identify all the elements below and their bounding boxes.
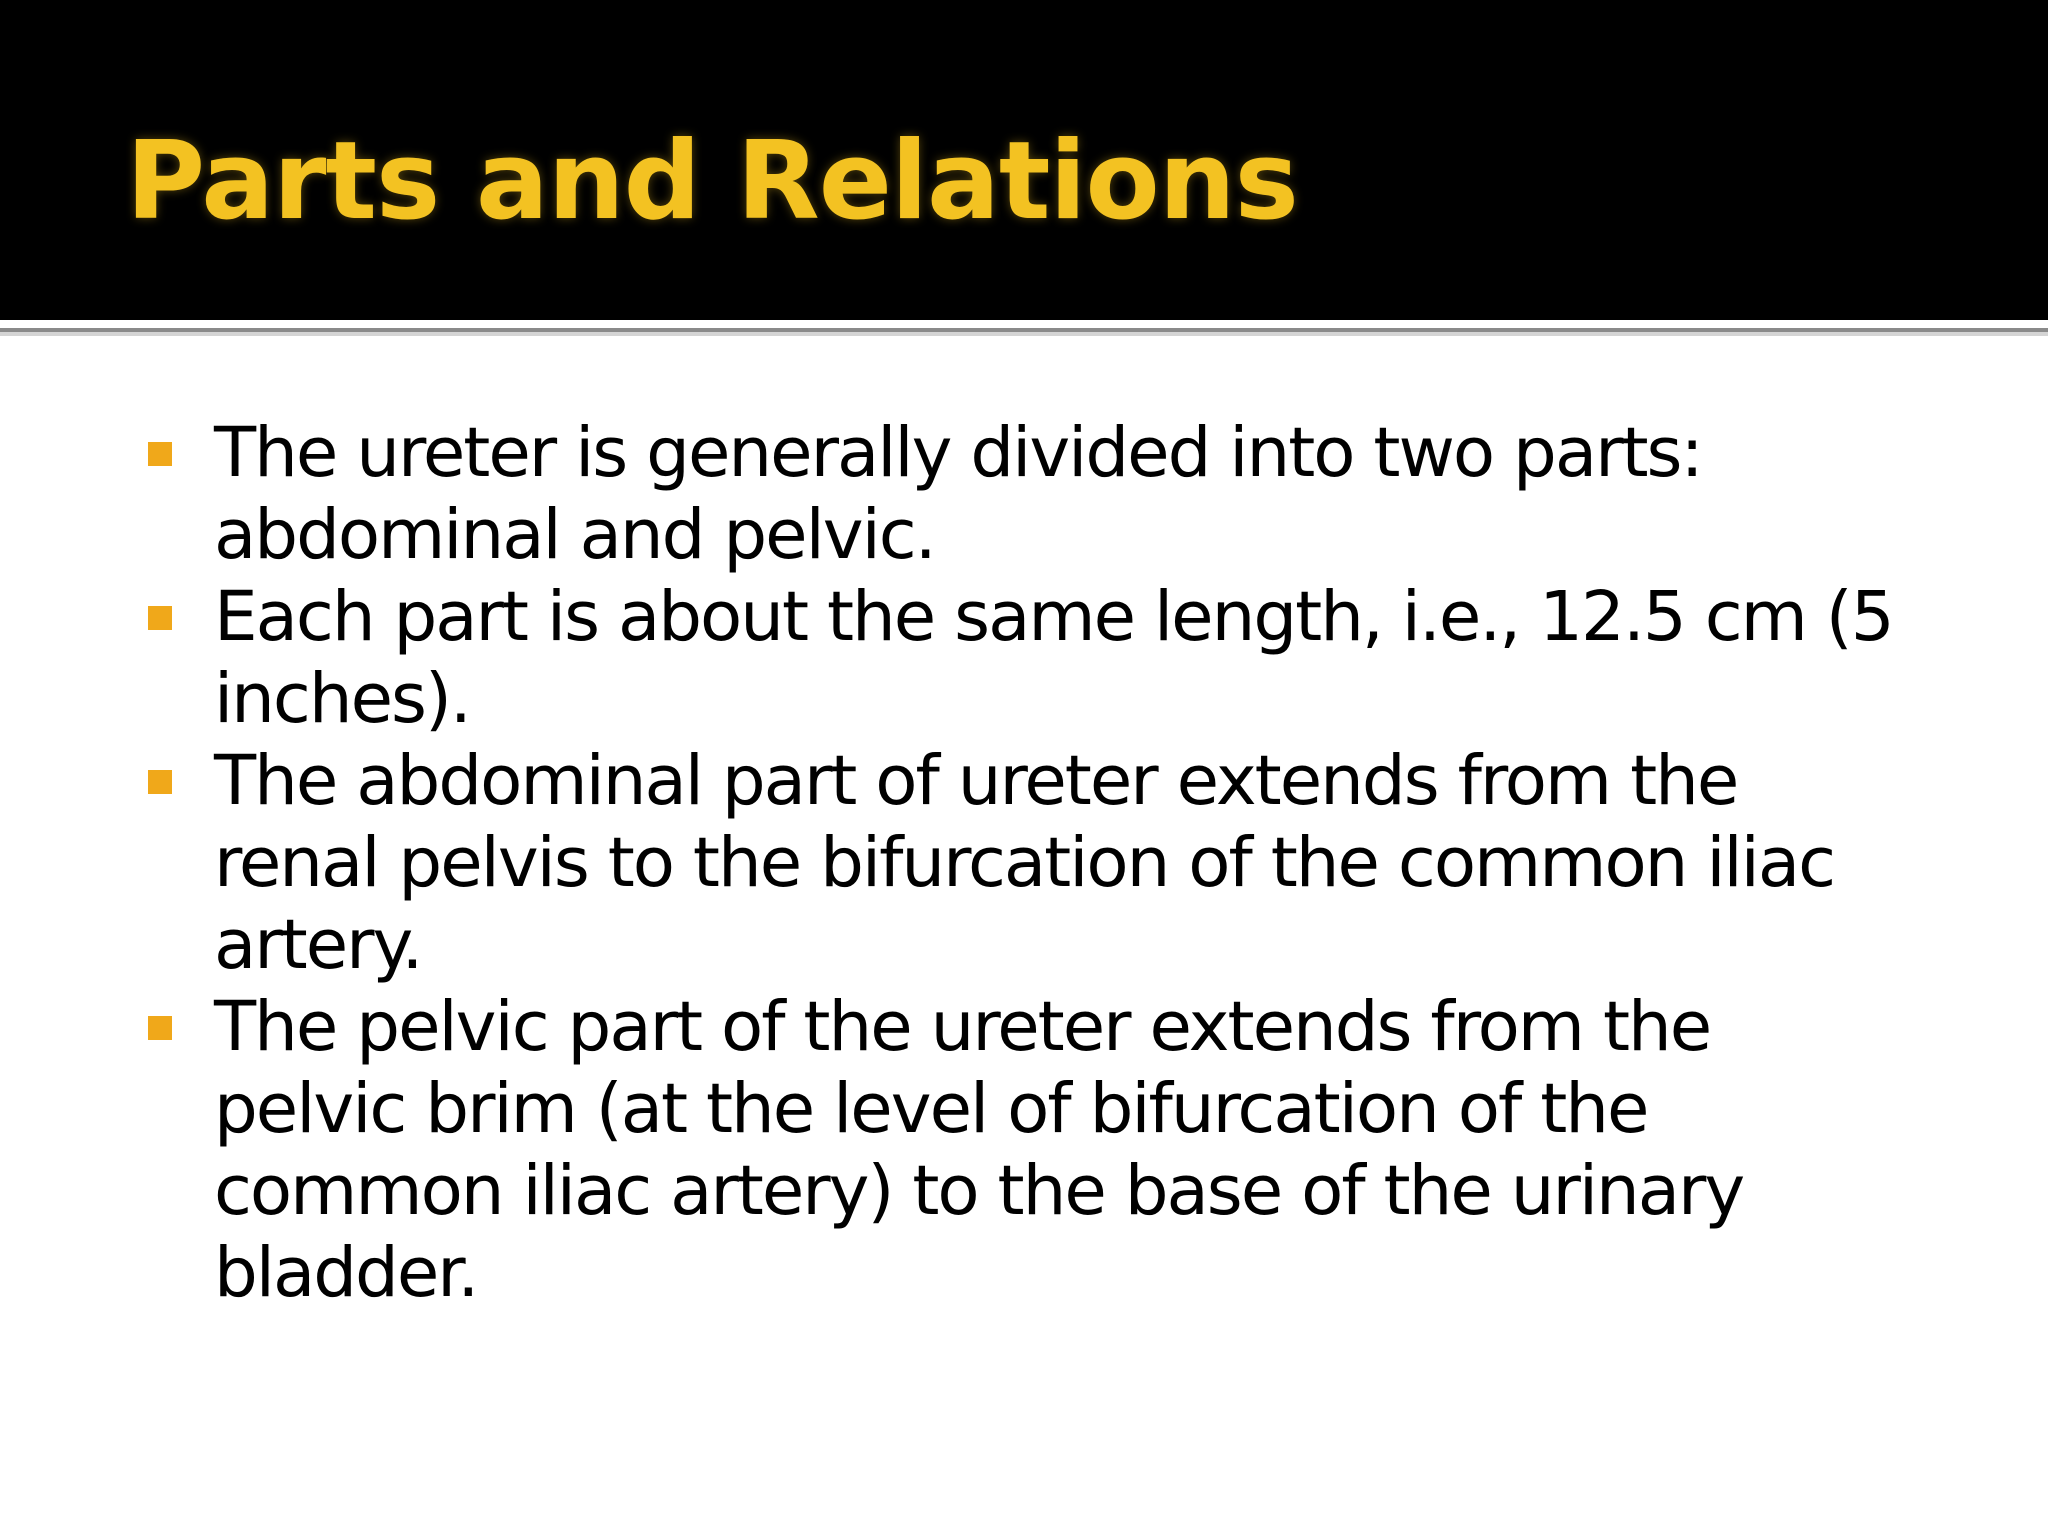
- bullet-item: [0, 986, 1894, 1314]
- title-bar: [0, 0, 2048, 320]
- bullet-list: [0, 412, 2048, 1314]
- slide-title: Parts and Relations: [126, 119, 1298, 244]
- bullet-item: [0, 740, 1894, 986]
- square-bullet-icon: [148, 1016, 172, 1040]
- bullet-text: The pelvic part of the ureter extends from the pelvic brim (at the level of bifurcation of the common iliac artery) to the base of the urinary bladder.: [214, 987, 1744, 1313]
- bullet-text: The abdominal part of ureter extends from the renal pelvis to the bifurcation of the common iliac artery.: [214, 741, 1835, 985]
- bullet-item: [0, 576, 1894, 740]
- bullet-text: Each part is about the same length, i.e., 12.5 cm (5 inches).: [214, 577, 1893, 739]
- square-bullet-icon: [148, 442, 172, 466]
- title-divider-shadow: [0, 332, 2048, 336]
- bullet-text: The ureter is generally divided into two parts: abdominal and pelvic.: [214, 413, 1702, 575]
- bullet-item: [0, 412, 1894, 576]
- square-bullet-icon: [148, 606, 172, 630]
- square-bullet-icon: [148, 770, 172, 794]
